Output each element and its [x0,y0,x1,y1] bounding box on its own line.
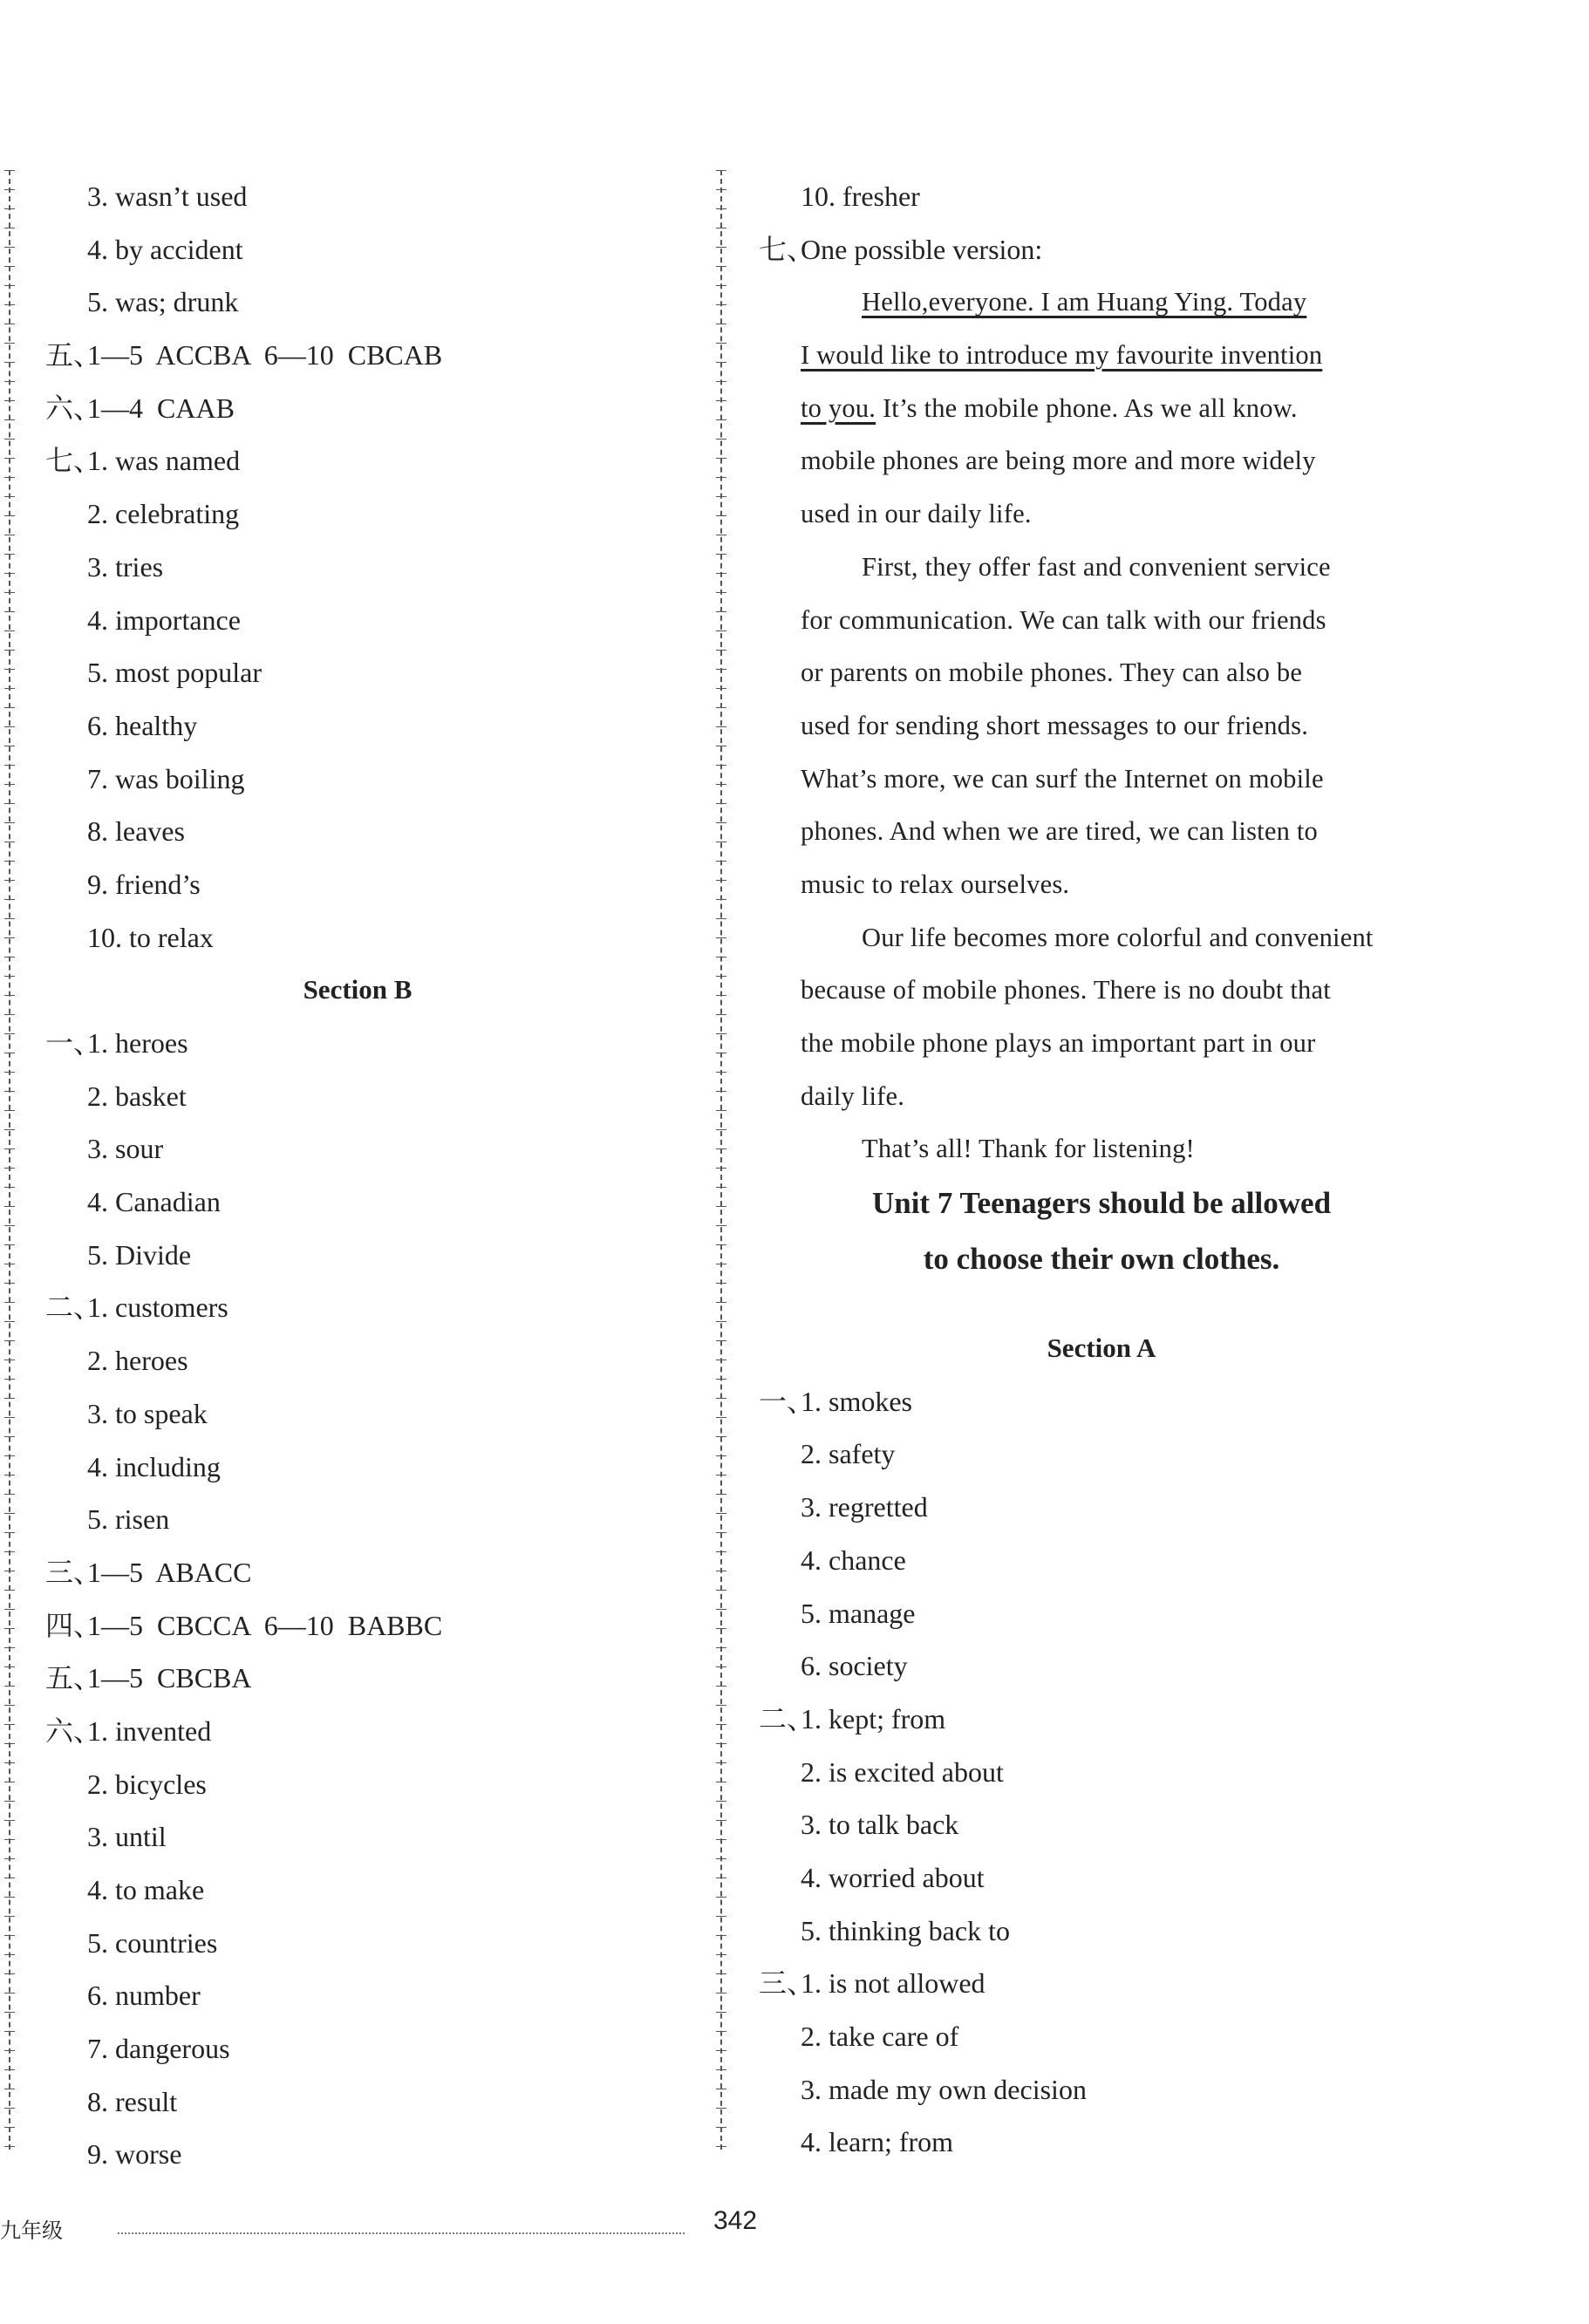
answer-text: 7. was boiling [87,762,245,794]
essay-label: One possible version: [801,233,1043,265]
answer-line [759,1375,1402,1428]
question-marker: 一、 [45,1027,102,1059]
essay-intro [759,223,1402,276]
answer-line [87,276,750,329]
answer-line [45,1281,750,1334]
answer-line [87,646,750,699]
answer-text: 5. was; drunk [87,286,239,318]
section-a-heading: Section A [1047,1332,1156,1364]
answer-text: 4. learn; from [801,2126,954,2158]
answer-line [801,1798,1402,1851]
answer-text: 2. bicycles [87,1768,207,1800]
answer-text: 3. sour [87,1133,164,1165]
answer-text: 3. to speak [87,1397,208,1429]
question-marker: 二、 [45,1291,102,1324]
answer-text: 4. including [87,1450,221,1482]
answer-line [87,541,750,594]
essay-line: the mobile phone plays an important part in our [801,1028,1316,1058]
answer-text: 6. number [87,1980,201,2012]
left-column [45,170,750,2181]
answer-line [801,1481,1402,1534]
answer-text: 7. dangerous [87,2033,230,2065]
answer-line [45,434,750,487]
answer-line [801,2010,1402,2063]
answer-text: 5. thinking back to [801,1914,1010,1946]
essay-line: music to relax ourselves. [801,869,1070,899]
answer-line [87,170,750,223]
answer-line [87,1810,750,1864]
essay-line: Our life becomes more colorful and convenient [862,922,1374,952]
answer-line [87,594,750,647]
essay-line: used for sending short messages to our friends. [801,710,1309,740]
question-marker: 四、 [45,1609,102,1641]
essay-line [801,382,1402,435]
essay-line: What’s more, we can surf the Internet on mobile [801,763,1324,794]
answer-text: 4. to make [87,1874,205,1905]
answer-text: 1. invented [87,1714,212,1747]
answer-text: 2. celebrating [87,498,240,530]
answer-text: 3. to talk back [801,1809,959,1841]
answer-line [87,1917,750,1970]
answer-text: 1. customers [87,1291,228,1324]
answer-line [801,2116,1402,2169]
answer-line [87,1334,750,1387]
answer-text: 5. risen [87,1503,170,1536]
question-marker: 五、 [45,1662,102,1694]
answer-text: 1. smokes [801,1385,912,1417]
essay-line: First, they offer fast and convenient service [862,551,1331,582]
answer-text: 5. manage [801,1597,916,1629]
answer-text: 5. Divide [87,1238,192,1271]
answer-text: 5. most popular [87,657,262,689]
answer-line [45,329,750,382]
question-marker: 六、 [45,1714,102,1747]
answer-line [87,1070,750,1123]
essay-line: for communication. We can talk with our friends [801,604,1326,635]
answer-text: 1. was named [87,445,241,477]
answer-line [87,1969,750,2022]
answer-text: 2. is excited about [801,1755,1004,1788]
answer-text: 4. importance [87,603,241,636]
answer-text: 1. kept; from [801,1702,946,1734]
essay-line: I would like to introduce my favourite invention [801,340,1323,371]
essay-text: It’s the mobile phone. As we all know. [876,392,1298,423]
essay-underlined-text: to you. [801,392,876,423]
answer-line [45,1546,750,1599]
answer-line [87,1122,750,1176]
answer-line [801,1587,1402,1640]
answer-line [87,2075,750,2129]
answer-text: 8. leaves [87,815,185,848]
answer-text: 3. regretted [801,1491,928,1523]
answer-line [87,1229,750,1282]
answer-line [87,487,750,541]
answer-line [45,1652,750,1705]
answer-line [87,858,750,911]
answer-text: 4. worried about [801,1861,985,1893]
essay-line: or parents on mobile phones. They can also be [801,658,1303,688]
answer-line [801,1746,1402,1799]
answer-text: 6. society [801,1650,908,1682]
answer-text: 9. worse [87,2138,182,2171]
answer-text: 3. tries [87,550,164,583]
question-marker: 七、 [759,233,815,265]
essay-line: daily life. [801,1080,905,1111]
answer-line [87,223,750,276]
answer-line [801,1851,1402,1905]
answer-line [801,1639,1402,1693]
essay-closing: That’s all! Thank for listening! [862,1134,1195,1164]
question-marker: 三、 [45,1556,102,1588]
question-marker: 七、 [45,445,102,477]
answer-line [87,1176,750,1229]
answer-text: 1—5 ABACC [87,1556,252,1588]
answer-text: 2. safety [801,1438,896,1470]
unit-title-line-1: Unit 7 Teenagers should be allowed [871,1186,1332,1221]
answer-text: 2. basket [87,1080,187,1112]
answer-text: 2. take care of [801,2021,959,2052]
answer-line [87,1864,750,1917]
answer-text: 10. to relax [87,921,214,953]
answer-text: 1—4 CAAB [87,392,235,424]
question-marker: 五、 [45,339,102,371]
essay-line: phones. And when we are tired, we can listen to [801,816,1318,847]
answer-text: 8. result [87,2085,178,2117]
answer-line [45,1705,750,1758]
answer-line: 10. fresher [801,181,920,212]
answer-line [45,1017,750,1070]
answer-text: 1. is not allowed [801,1967,985,2000]
answer-line [87,1758,750,1811]
question-marker: 二、 [759,1702,815,1734]
answer-line [87,911,750,964]
answer-line [801,1534,1402,1587]
answer-text: 1—5 ACCBA 6—10 CBCAB [87,339,443,371]
answer-line [87,2128,750,2181]
answer-line [87,699,750,753]
question-marker: 三、 [759,1967,815,2000]
answer-text: 2. heroes [87,1345,188,1377]
answer-text: 3. made my own decision [801,2073,1087,2105]
answer-text: 5. countries [87,1926,218,1959]
binding-tick-marks [4,170,15,2150]
answer-text: 1—5 CBCBA [87,1662,252,1694]
page-footer [0,2206,1589,2250]
answer-text: 3. until [87,1821,167,1853]
answer-line [87,2022,750,2075]
question-marker: 一、 [759,1385,815,1417]
answer-line [45,1599,750,1653]
question-marker: 六、 [45,392,102,424]
answer-line [801,1428,1402,1481]
answer-line [45,382,750,435]
answer-line [801,1905,1402,1958]
grade-label: 九年级 [0,2218,63,2243]
answer-text: 1. heroes [87,1027,188,1059]
answer-text: 3. wasn’t used [87,181,248,212]
answer-line [87,1493,750,1546]
essay-line: mobile phones are being more and more widely [801,446,1316,476]
binding-tick-marks [716,170,726,2150]
answer-text: 1—5 CBCCA 6—10 BABBC [87,1609,443,1641]
page-number: 342 [713,2206,758,2235]
answer-text: 4. Canadian [87,1186,221,1218]
answer-text: 9. friend’s [87,868,201,900]
answer-line [87,1441,750,1494]
answer-text: 4. chance [801,1544,906,1576]
section-b-heading: Section B [303,974,413,1005]
answer-line [759,1693,1402,1746]
unit-title-line-2: to choose their own clothes. [923,1242,1280,1277]
answer-line [87,753,750,806]
answer-line [87,1387,750,1441]
answer-line [801,2063,1402,2116]
footer-dotted-rule [118,2232,685,2234]
right-column [759,170,1402,2169]
essay-line: Hello,everyone. I am Huang Ying. Today [862,287,1307,317]
answer-text: 6. healthy [87,709,198,741]
essay-line: used in our daily life. [801,499,1032,529]
answer-line [759,1957,1402,2010]
answer-text: 4. by accident [87,233,243,265]
answer-line [87,805,750,858]
essay-line: because of mobile phones. There is no doubt that [801,975,1331,1005]
